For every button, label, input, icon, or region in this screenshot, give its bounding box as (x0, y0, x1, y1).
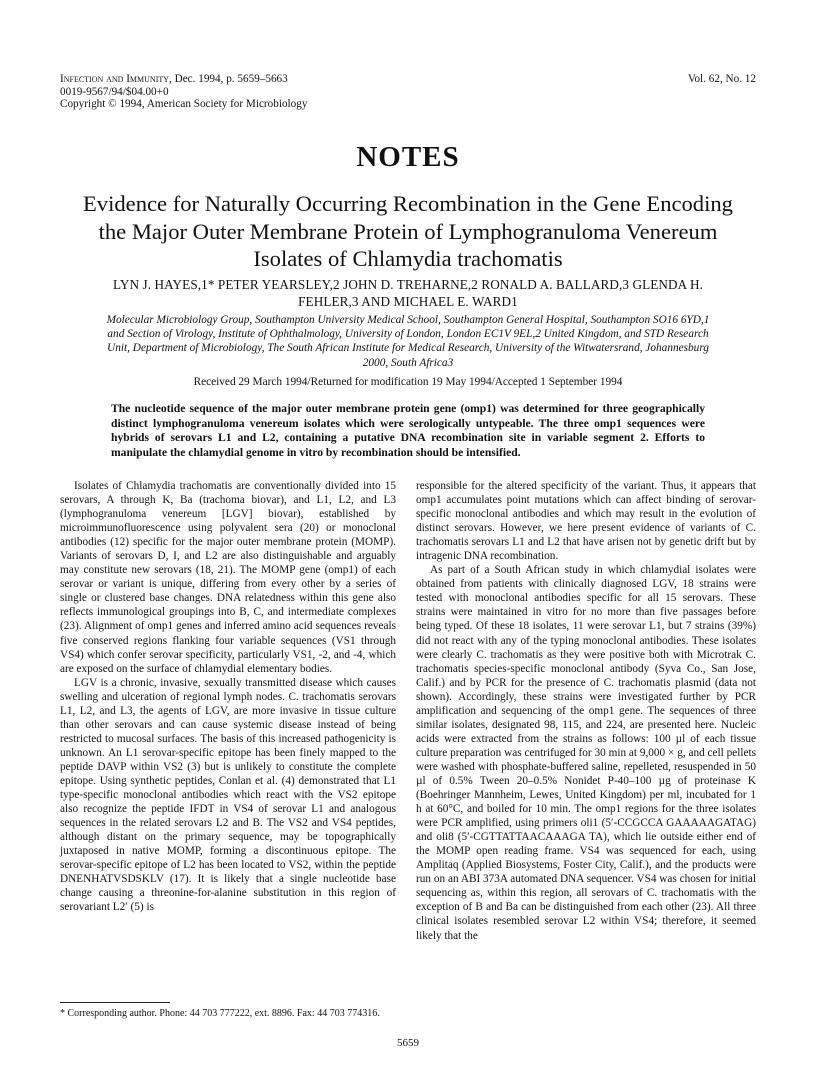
affiliations: Molecular Microbiology Group, Southampton University Medical School, Southampton General Hospital, Southampton SO16 6YD,1 and Section of Virology, Institute of Ophthalmology, University of London, London EC1V 9EL,2 United Kingdom, and STD Research Unit, Department of Microbiology, The South African Institute for Medical Research, University of the Witwatersrand, Johannesburg 2000, South Africa3 (106, 314, 710, 369)
paragraph: Isolates of Chlamydia trachomatis are conventionally divided into 15 serovars, A through K, Ba (trachoma biovar), and L1, L2, and L3 (lymphogranuloma venereum [LGV] biovar), established by microimmunofluorescence using polyvalent sera (20) or monoclonal antibodies (12) specific for the major outer membrane protein (MOMP). Variants of serovars D, I, and L2 are also distinguishable and arguably may constitute new serovars (18, 21). The MOMP gene (omp1) of each serovar or variant is unique, differing from every other by a series of single or clustered base changes. DNA relatedness within this gene also reflects immunological groupings into B, C, and intermediate complexes (23). Alignment of omp1 genes and inferred amino acid sequences reveals five conserved regions flanking four variable sequences (VS1 through VS4) which confer serovar specificity, particularly VS1, -2, and -4, which are exposed on the surface of chlamydial elementary bodies. (60, 480, 396, 675)
copyright: Copyright © 1994, American Society for Microbiology (60, 98, 308, 111)
received-dates: Received 29 March 1994/Returned for modification 19 May 1994/Accepted 1 September 1994 (193, 376, 623, 388)
paragraph: As part of a South African study in which chlamydial isolates were obtained from patients with clinically diagnosed LGV, 18 strains were tested with monoclonal antibodies specific for all 15 serovars. These strains were maintained in vitro for no more than five passages before being typed. Of these 18 isolates, 11 were serovar L1, but 7 strains (39%) did not react with any of the typing monoclonal antibodies. These isolates were clearly C. trachomatis as they were positive both with Microtrak C. trachomatis species-specific monoclonal antibody (Syva Co., San Jose, Calif.) and by PCR for the presence of C. trachomatis plasmid (data not shown). Accordingly, these strains were investigated further by PCR amplification and sequencing of the omp1 gene. The sequences of three similar isolates, designated 98, 115, and 224, are presented here. Nucleic acids were extracted from the strains as follows: 100 µl of each tissue culture preparation was centrifuged for 30 min at 9,000 × g, and cell pellets were washed with phosphate-buffered saline, repelleted, resuspended in 50 µl of 0.5% Tween 20–0.5% Nonidet P-40–100 µg of proteinase K (Boehringer Mannheim, Lewes, United Kingdom) per ml, incubated for 1 h at 60°C, and boiled for 10 min. The omp1 regions for the three isolates were PCR amplified, using primers oli1 (5′-CCGCCA GAAAAAGATAG) and oli8 (5′-CGTTATTAACAAAGA TA), which lie outside either end of the MOMP open reading frame. VS4 was sequenced for each, using Amplitaq (Applied Biosystems, Foster City, Calif.), and the products were run on an ABI 373A automated DNA sequencer. VS4 was chosen for initial sequencing as, within this region, all serovars of C. trachomatis with the exception of B and Ba can be distinguished from each other (23). All three clinical isolates resembled serovar L2 within VS4; therefore, it seemed likely that the (416, 564, 756, 942)
volume-label: Vol. 62, No. 12 (687, 73, 756, 85)
footnote: * Corresponding author. Phone: 44 703 777222, ext. 8896. Fax: 44 703 774316. (60, 1008, 380, 1019)
authors: LYN J. HAYES,1* PETER YEARSLEY,2 JOHN D. TREHARNE,2 RONALD A. BALLARD,3 GLENDA H. FEHLER,3 AND MICHAEL E. WARD1 (113, 277, 703, 309)
body-column-right (416, 479, 756, 943)
journal-name: Infection and Immunity (60, 73, 170, 85)
article-title: Evidence for Naturally Occurring Recombination in the Gene Encoding the Major Outer Membrane Protein of Lymphogranuloma Venereum Isolates of Chlamydia trachomatis (83, 191, 733, 271)
abstract: The nucleotide sequence of the major outer membrane protein gene (omp1) was determined for three geographically distinct lymphogranuloma venereum isolates which were serologically untypeable. The three omp1 sequences were hybrids of serovars L1 and L2, containing a putative DNA recombination site in variable segment 2. Efforts to manipulate the chlamydial genome in vitro by recombination should be intensified. (111, 402, 705, 459)
footnote-rule (60, 1002, 170, 1003)
page-number: 5659 (397, 1037, 419, 1049)
body-column-left (60, 479, 396, 914)
paragraph: LGV is a chronic, invasive, sexually transmitted disease which causes swelling and ulceration of regional lymph nodes. C. trachomatis serovars L1, L2, and L3, the agents of LGV, are more invasive in tissue culture than other serovars and can cause systemic disease instead of being restricted to mucosal surfaces. The basis of this increased pathogenicity is unknown. An L1 serovar-specific epitope has been finely mapped to the peptide DAVP within VS2 (3) but is unlikely to constitute the complete epitope. Using synthetic peptides, Conlan et al. (4) demonstrated that L1 type-specific monoclonal antibodies which react with the VS2 epitope also recognize the peptide IFDT in VS4 of serovar L1 and analogous sequences in the related serovars L2 and B. The VS2 and VS4 peptides, although distant on the primary sequence, may be topographically juxtaposed in native MOMP, forming a discontinuous epitope. The serovar-specific epitope of L2 has been located to VS2, within the peptide DNENHATVSDSKLV (17). It is likely that a single nucleotide base change causing a threonine-for-alanine substitution in this region of serovariant L2′ (5) is (60, 676, 396, 914)
journal-issue: , Dec. 1994, p. 5659–5663 (169, 73, 288, 85)
section-title: NOTES (356, 141, 460, 173)
paragraph: responsible for the altered specificity of the variant. Thus, it appears that omp1 accumulates point mutations which can affect binding of serovar-specific monoclonal antibodies and which may result in the evolution of distinct serovars. However, we here present evidence of variants of C. trachomatis serovars L1 and L2 that have arisen not by genetic drift but by intragenic DNA recombination. (416, 480, 756, 563)
journal-header (60, 73, 307, 111)
journal-code: 0019-9567/94/$04.00+0 (60, 85, 169, 98)
